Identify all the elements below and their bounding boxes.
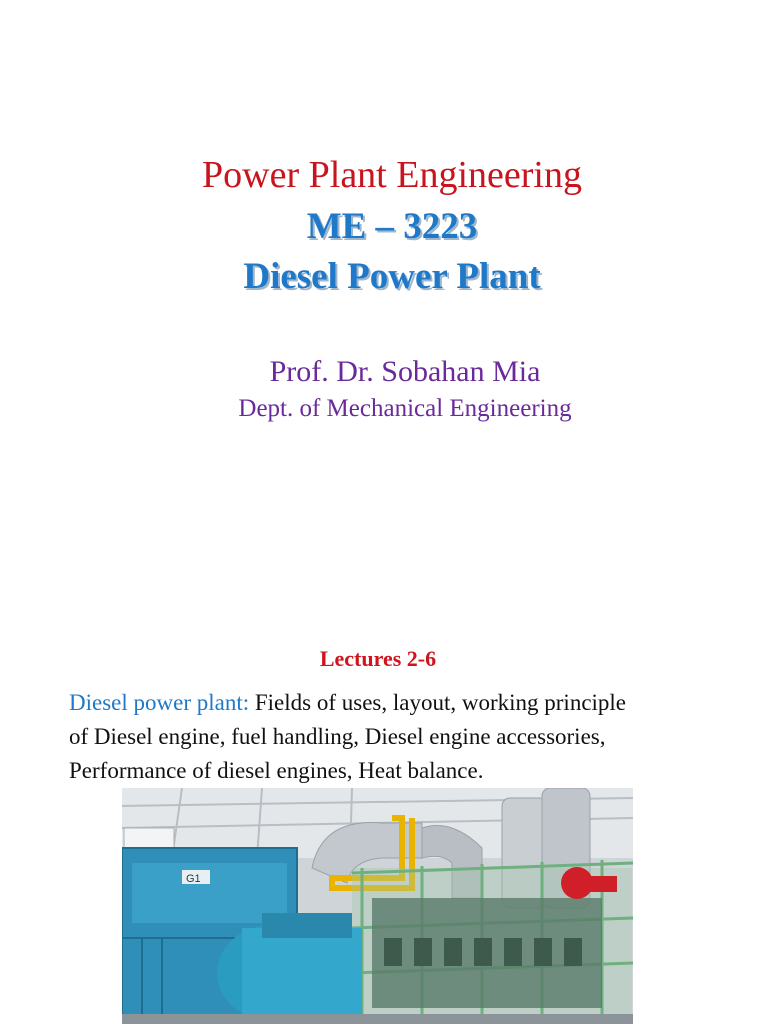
lectures-label: Lectures 2-6 (319, 646, 437, 671)
description-line-1: Fields of uses, layout, working principle (249, 690, 627, 715)
generator-label: G1 (186, 873, 201, 885)
course-code: ME – 3223 (306, 206, 478, 247)
diesel-plant-illustration (122, 788, 633, 1024)
engine-frame (352, 860, 633, 1024)
description-line-2: of Diesel engine, fuel handling, Diesel engine accessories, (69, 724, 606, 749)
floor (122, 1014, 633, 1024)
author-name: Prof. Dr. Sobahan Mia (269, 355, 541, 388)
diesel-plant-photo (122, 788, 633, 1024)
description (69, 686, 709, 788)
slide-subject: Diesel Power Plant (243, 256, 541, 297)
description-line-3: Performance of diesel engines, Heat balance. (69, 758, 484, 783)
author-department: Dept. of Mechanical Engineering (238, 395, 572, 422)
description-lead: Diesel power plant: (69, 690, 250, 715)
slide-title: Power Plant Engineering (202, 154, 582, 196)
